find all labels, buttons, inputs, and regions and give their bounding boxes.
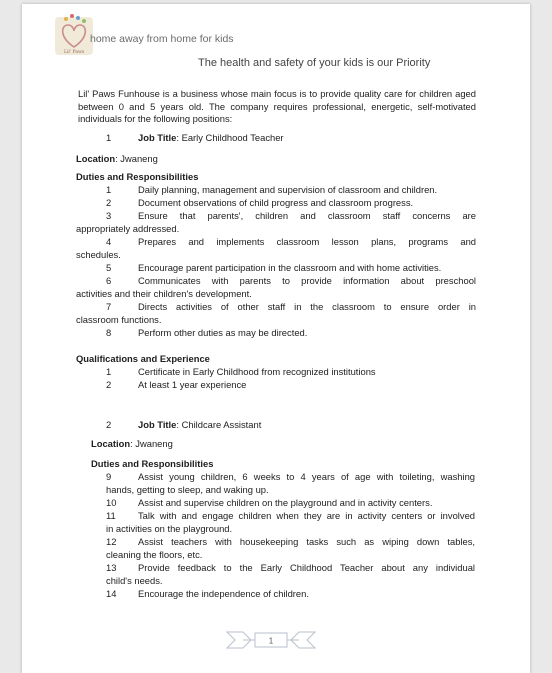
job2-location: Location: Jwaneng — [91, 438, 173, 449]
list-number: 2 — [106, 379, 112, 390]
list-item: Certificate in Early Childhood from recognized institutions — [138, 366, 376, 377]
list-item: Encourage parent participation in the classroom and with home activities. — [138, 262, 442, 273]
list-item: Perform other duties as may be directed. — [138, 327, 308, 338]
list-item-continuation: hands, getting to sleep, and waking up. — [106, 484, 269, 495]
page-number-ornament — [225, 628, 317, 652]
job2-number: 2 — [106, 419, 112, 430]
list-item-continuation: in activities on the playground. — [106, 523, 233, 534]
job1-location: Location: Jwaneng — [76, 153, 158, 164]
list-number: 8 — [106, 327, 112, 338]
list-item: Assist and supervise children on the playground and in activity centers. — [138, 497, 433, 508]
list-item: Assist teachers with housekeeping tasks such as wiping down tables, — [138, 536, 475, 547]
list-number: 10 — [106, 497, 117, 508]
list-item: Directs activities of other staff in the classroom to ensure order in — [138, 301, 476, 312]
list-number: 5 — [106, 262, 112, 273]
list-item: Communicates with parents to provide information about preschool — [138, 275, 476, 286]
list-item: Daily planning, management and supervision of classroom and children. — [138, 184, 438, 195]
document-page — [22, 4, 530, 673]
list-number: 3 — [106, 210, 112, 221]
list-number: 1 — [106, 366, 112, 377]
list-number: 14 — [106, 588, 117, 599]
job1-number: 1 — [106, 132, 112, 143]
list-item: Encourage the independence of children. — [138, 588, 309, 599]
list-number: 9 — [106, 471, 112, 482]
tagline: home away from home for kids — [90, 33, 234, 45]
page-number: 1 — [268, 636, 274, 646]
list-item-continuation: schedules. — [76, 249, 121, 260]
list-number: 13 — [106, 562, 117, 573]
list-number: 2 — [106, 197, 112, 208]
subtitle: The health and safety of your kids is our Priority — [198, 57, 431, 69]
job2-title: Job Title: Childcare Assistant — [138, 419, 262, 430]
list-item: At least 1 year experience — [138, 379, 247, 390]
list-item: Document observations of child progress and classroom progress. — [138, 197, 414, 208]
list-item-continuation: classroom functions. — [76, 314, 162, 325]
list-number: 1 — [106, 184, 112, 195]
job2-duties-heading: Duties and Responsibilities — [91, 458, 214, 469]
logo-text: Lil' Paws — [64, 50, 85, 55]
list-item: Prepares and implements classroom lesson plans, programs and — [138, 236, 476, 247]
list-number: 12 — [106, 536, 117, 547]
list-item-continuation: activities and their children's development. — [76, 288, 252, 299]
list-number: 11 — [106, 510, 116, 521]
list-item: Assist young children, 6 weeks to 4 years of age with toileting, washing — [138, 471, 475, 482]
job1-title: Job Title: Early Childhood Teacher — [138, 132, 284, 143]
list-number: 6 — [106, 275, 112, 286]
qualifications-heading: Qualifications and Experience — [76, 353, 210, 364]
list-item-continuation: appropriately addressed. — [76, 223, 180, 234]
list-item: Ensure that parents', children and classroom staff concerns are — [138, 210, 476, 221]
list-number: 7 — [106, 301, 112, 312]
intro-paragraph: Lil' Paws Funhouse is a business whose main focus is to provide quality care for children aged between 0 and 5 years old. The company requires professional, energetic, self-motivated individuals for the following positions: — [78, 88, 476, 125]
list-item: Provide feedback to the Early Childhood Teacher about any individual — [138, 562, 475, 573]
list-item-continuation: cleaning the floors, etc. — [106, 549, 203, 560]
list-number: 4 — [106, 236, 112, 247]
list-item: Talk with and engage children when they are in activity centers or involved — [138, 510, 475, 521]
job1-duties-heading: Duties and Responsibilities — [76, 171, 199, 182]
list-item-continuation: child's needs. — [106, 575, 163, 586]
